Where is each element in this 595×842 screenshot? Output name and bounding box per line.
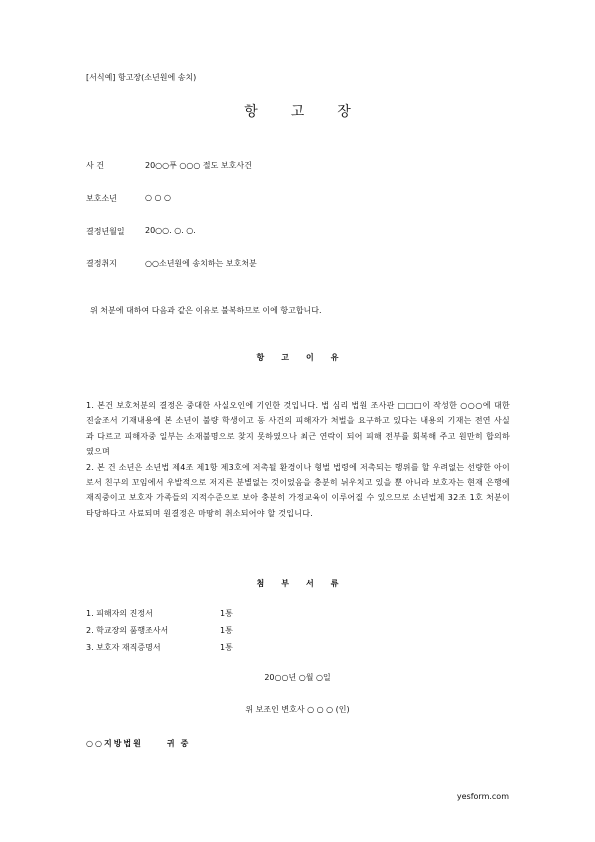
juvenile-label: 보호소년 <box>86 194 117 203</box>
attachment-qty: 1통 <box>220 609 233 618</box>
reason-paragraph: 1. 본건 보호처분의 결정은 중대한 사실오인에 기인한 것입니다. 법 심리 법원 조사관 □□□이 작성한 ○○○에 대한 진술조서 기재내용에 본 소년이 불량 학생이고 동 사건의 피해자가 처벌을 요구하고 있다는 내용의 기재는 전연 사실과 다르고 피해자중 일부는 소재불명으로 찾지 못하였으나 최근 연락이 되어 피해 전부를 회복해 주고 원만히 합의하였으며 <box>86 401 510 457</box>
case-value: 20○○푸 ○○○ 절도 보호사건 <box>145 161 252 170</box>
juvenile-value: ○ ○ ○ <box>145 193 172 202</box>
court-honorific: 귀중 <box>166 739 195 748</box>
reason-paragraph: 2. 본 건 소년은 소년법 제4조 제1항 제3호에 저촉될 환경이나 형벌 법령에 저촉되는 행위를 할 우려없는 선량한 아이로서 친구의 꼬임에서 우발적으로 저지른 분별없는 것이었음을 충분히 뉘우치고 있을 뿐 아니라 보호자는 현재 은행에 재직중이고 보호자 가족들의 지적수준으로 보아 충분히 가정교육이 이루어질 수 있으므로 소년법제 32조 1호 처분이 타당하다고 사료되며 원결정은 마땅히 취소되어야 할 것입니다. <box>86 462 510 518</box>
attachment-item: 2. 학교장의 품행조사서 <box>86 626 169 635</box>
attachment-qty: 1통 <box>220 626 233 635</box>
reasons-heading: 항고이유 <box>256 353 356 362</box>
attachment-qty: 1통 <box>220 643 233 652</box>
document-title: 항고장 <box>244 104 384 120</box>
court-addressee <box>86 738 194 749</box>
decision-date-label: 결정년월일 <box>86 227 125 236</box>
court-name: ○○지방법원 <box>86 739 143 748</box>
decision-purport-value: ○○소년원에 송치하는 보호처분 <box>145 259 257 268</box>
case-label: 사 건 <box>86 161 104 170</box>
attachment-item: 3. 보호자 재직증명서 <box>86 643 161 652</box>
site-watermark: yesform.com <box>456 792 509 801</box>
decision-purport-label: 결정취지 <box>86 259 117 268</box>
form-tag: [서식예] 항고장(소년원에 송치) <box>86 73 197 82</box>
signer-line: 위 보조인 변호사 ○ ○ ○ (인) <box>245 705 350 714</box>
decision-date-value: 20○○. ○. ○. <box>145 226 196 235</box>
attachment-item: 1. 피해자의 진정서 <box>86 609 153 618</box>
intro-statement: 위 처분에 대하여 다음과 같은 이유로 불복하므로 이에 항고합니다. <box>90 306 322 315</box>
document-date: 20○○년 ○월 ○일 <box>264 673 331 682</box>
attachments-heading: 첨부서류 <box>256 579 356 588</box>
reasons-body <box>86 398 510 521</box>
